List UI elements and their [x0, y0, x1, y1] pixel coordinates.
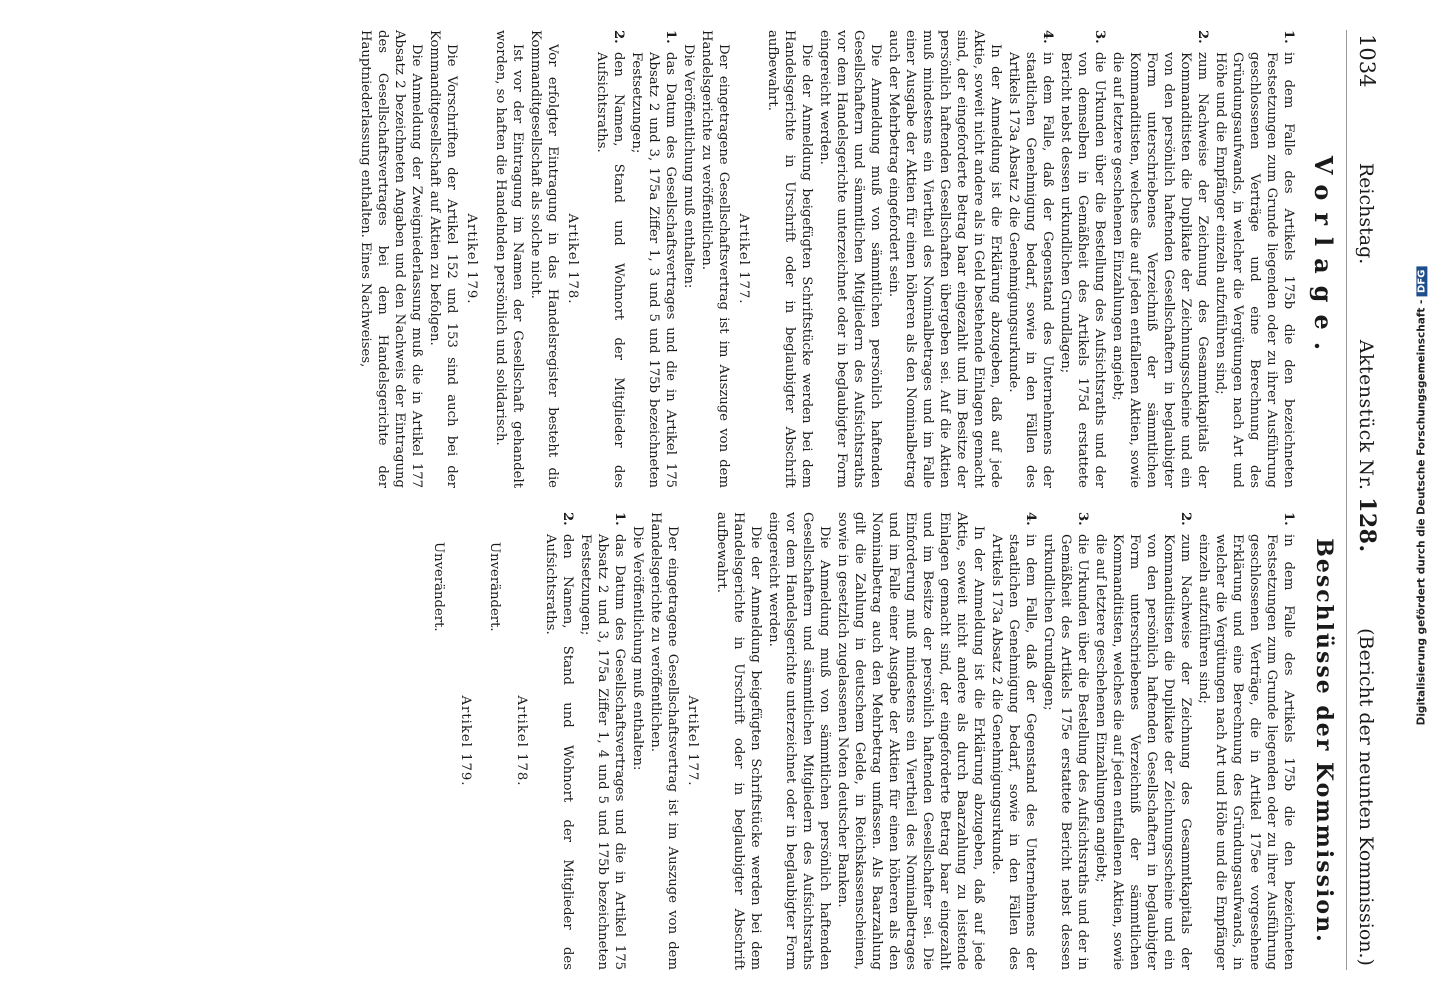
- header-left: Reichstag.: [1355, 162, 1377, 265]
- list-item: [542, 512, 576, 970]
- paragraph: Der eingetragene Gesellschaftsvertrag ist im Auszuge von dem Handelsgerichte zu veröffentlichen.: [699, 30, 731, 488]
- paragraph: In der Anmeldung ist die Erklärung abzugeben, daß auf jede Aktie, soweit nicht andere als in Geld bestehende Einlagen gemacht sind, der eingeforderte Betrag baar eingezahlt und im Besitze der persönlich haftenden Gesellschaften übergeben sei. Auf die Aktien muß mindestens ein Viertheil des Nominalbetrages und im Falle einer Ausgabe der Aktien für einen höheren als den Nominalbetrag auch der Mehrbetrag eingefordert sein.: [886, 30, 1003, 488]
- column-title-beschluesse: Beschlüsse der Kommission.: [1311, 538, 1337, 944]
- column-title-vorlage: Vorlage.: [1309, 155, 1338, 363]
- list-item-text: in dem Falle des Artikels 175b die den bezeichneten Festsetzungen zum Grunde liegenden oder zu ihrer Ausführung geschlossenen Verträge und eine Berechnung des Gründungsaufwands, in welcher die Vergütungen nach Art und Höhe und die Empfänger einzeln aufzuführen sind;: [1213, 52, 1296, 488]
- list-item-number: 1.: [612, 512, 627, 526]
- paragraph: Die Anmeldung muß von sämmtlichen persönlich haftenden Gesellschaftern und sämmtlichen Mitgliedern des Aufsichtsraths vor dem Handelsgerichte unterzeichnet oder in beglaubigter Form eingereicht werden.: [817, 30, 883, 488]
- list-item-text: in dem Falle des Artikels 175b die den bezeichneten Festsetzungen zum Grunde liegenden oder zu ihrer Ausführung geschlossenen Verträge, die in Artikel 175ee vorgesehene Erklärung und eine Berechnung des Gründungsaufwands, in welcher die Vergütungen nach Art und Höhe und die Empfänger einzeln aufzuführen sind;: [1196, 534, 1296, 970]
- list-item-text: die Urkunden über die Bestellung des Aufsichtsraths und der von demselben in Gemäßheit des Artikels 175d erstattete Bericht nebst dessen urkundlichen Grundlagen;: [1058, 52, 1107, 488]
- list-beschluesse-2: [542, 512, 628, 970]
- paragraph: Die Vorschriften der Artikel 152 und 153 sind auch bei der Kommanditgesellschaft auf Aktien zu befolgen.: [427, 30, 459, 488]
- paragraph: Die der Anmeldung beigefügten Schriftstücke werden bei dem Handelsgerichte in Urschrift oder in beglaubigter Abschrift aufbewahrt.: [714, 512, 763, 970]
- list-item: [593, 30, 627, 488]
- list-item: [577, 512, 628, 970]
- paragraph: Die Veröffentlichung muß enthalten:: [681, 44, 696, 289]
- list-vorlage-2: [593, 30, 679, 488]
- article-heading: Artikel 177.: [685, 695, 700, 787]
- list-item: [1109, 30, 1211, 488]
- list-item-text: in dem Falle, daß der Gegenstand des Unternehmens der staatlichen Genehmigung bedarf, sowie in den Fällen des Artikels 173a Absatz 2 die Genehmigungsurkunde.: [989, 534, 1038, 970]
- list-item: [1212, 30, 1297, 488]
- list-item-text: das Datum des Gesellschaftsvertrages und die in Artikel 175 Absatz 2 und 3, 175a Ziffer 1, 4 und 5 und 175b bezeichneten Festsetzungen;: [578, 534, 627, 970]
- credit-text: Digitalisierung gefördert durch die Deutsche Forschungsgemeinschaft -: [1415, 299, 1427, 726]
- columns: [20, 30, 1340, 970]
- paragraph: Ist vor der Eintragung im Namen der Gesellschaft gehandelt worden, so haften die Handelnden persönlich und solidarisch.: [493, 30, 525, 488]
- paragraph: Vor erfolgter Eintragung in das Handelsregister besteht die Kommanditgesellschaft als solche nicht.: [528, 30, 560, 488]
- dfg-logo: DFG: [1416, 267, 1427, 296]
- list-item-number: 2.: [560, 512, 575, 526]
- list-item-number: 2.: [1195, 30, 1210, 44]
- list-item-number: 1.: [1281, 30, 1296, 44]
- list-item-number: 3.: [1075, 512, 1090, 526]
- list-item: [628, 30, 679, 488]
- list-item: [1195, 512, 1297, 970]
- list-item-number: 4.: [1023, 512, 1038, 526]
- list-item-text: den Namen, Stand und Wohnort der Mitglieder des Aufsichtsraths.: [594, 52, 626, 488]
- article-heading: Artikel 179.: [464, 213, 479, 305]
- list-item-number: 2.: [611, 30, 626, 44]
- list-item-text: in dem Falle, daß der Gegenstand des Unternehmens der staatlichen Genehmigung bedarf, sowie in den Fällen des Artikels 173a Absatz 2 die Genehmigungsurkunde.: [1006, 52, 1055, 488]
- list-item-number: 4.: [1040, 30, 1055, 44]
- article-heading: Artikel 177.: [736, 213, 751, 305]
- header-right: (Bericht der neunten Kommission.): [1355, 628, 1377, 966]
- list-item-number: 1.: [1281, 512, 1296, 526]
- article-heading: Artikel 178.: [514, 695, 529, 787]
- list-item: [1005, 30, 1056, 488]
- column-beschluesse: [20, 512, 1340, 970]
- paragraph: Der eingetragene Gesellschaftsvertrag ist im Auszuge von dem Handelsgerichte zu veröffentlichen.: [648, 512, 680, 970]
- document-number: 128.: [1354, 497, 1380, 553]
- paragraph: Die Veröffentlichung muß enthalten:: [630, 526, 645, 771]
- list-item: [1040, 512, 1091, 970]
- list-item-number: 2.: [1178, 512, 1193, 526]
- list-item-text: den Namen, Stand und Wohnort der Mitglieder des Aufsichtsraths.: [543, 534, 575, 970]
- page-header: [1346, 30, 1380, 970]
- list-item-text: zum Nachweise der Zeichnung des Gesammtkapitals der Kommanditisten die Duplikate der Zeichnungsscheine und ein von den persönlich haftenden Gesellschaftern in beglaubigter Form unterschriebenes Verzeichniß der sämmtlichen Kommanditisten, welches die auf jeden entfallenen Aktien, sowie die auf letztere geschehenen Einzahlungen angiebt;: [1093, 534, 1193, 970]
- list-item-text: zum Nachweise der Zeichnung des Gesammtkapitals der Kommanditisten die Duplikate der Zeichnungsscheine und ein von den persönlich haftenden Gesellschaftern in beglaubigter Form unterschriebenes Verzeichniß der sämmtlichen Kommanditisten, welches die auf jeden entfallenen Aktien, sowie die auf letztere geschehenen Einzahlungen angiebt;: [1110, 52, 1210, 488]
- unchanged-note: Unverändert.: [431, 542, 446, 632]
- paragraph: Die der Anmeldung beigefügten Schriftstücke werden bei dem Handelsgerichte in Urschrift oder in beglaubigter Abschrift aufbewahrt.: [765, 30, 814, 488]
- list-item-number: 1.: [663, 30, 678, 44]
- list-item: [1092, 512, 1194, 970]
- list-beschluesse-1: [988, 512, 1297, 970]
- paragraph: Die Anmeldung der Zweigniederlassung muß die in Artikel 177 Absatz 2 bezeichneten Angaben und den Nachweis der Eintragung des Gesellschaftsvertrages bei dem Handelsgerichte der Hauptniederlassung enthalten. Eines Nachweises,: [358, 30, 424, 488]
- paragraph: Die Anmeldung muß von sämmtlichen persönlich haftenden Gesellschaftern und sämmtlichen Mitgliedern des Aufsichtsraths vor dem Handelsgerichte unterzeichnet oder in beglaubigter Form eingereicht werden.: [766, 512, 832, 970]
- header-center-text: Aktenstück Nr.: [1355, 339, 1377, 491]
- unchanged-note: Unverändert.: [487, 542, 502, 632]
- page-number: 1034: [1355, 34, 1379, 88]
- digitization-credit-text: [1415, 267, 1427, 726]
- article-heading: Artikel 179.: [458, 695, 473, 787]
- list-item-text: die Urkunden über die Bestellung des Aufsichtsraths und der in Gemäßheit des Artikels 175e erstattete Bericht nebst dessen urkundlichen Grundlagen;: [1041, 534, 1090, 970]
- article-heading: Artikel 178.: [565, 213, 580, 305]
- list-item-text: das Datum des Gesellschaftsvertrages und die in Artikel 175 Absatz 2 und 3, 175a Ziffer 1, 3 und 5 und 175b bezeichneten Festsetzungen;: [629, 52, 678, 488]
- list-item: [1057, 30, 1108, 488]
- list-vorlage-1: [1005, 30, 1297, 488]
- header-center: [1354, 340, 1380, 553]
- list-item: [988, 512, 1039, 970]
- column-vorlage: [20, 30, 1340, 488]
- digitization-credit: [1412, 6, 1430, 986]
- list-item-number: 3.: [1092, 30, 1107, 44]
- paragraph: In der Anmeldung ist die Erklärung abzugeben, daß auf jede Aktie, soweit nicht andere als durch Baarzahlung zu leistende Einlagen gemacht sind, der eingeforderte Betrag baar eingezahlt und im Besitze der persönlich haftenden Gesellschafter sei. Die Einforderung muß mindestens ein Viertheil des Nominalbetrages und im Falle einer Ausgabe der Aktien für einen höheren als den Nominalbetrag auch den Mehrbetrag umfassen. Als Baarzahlung gilt die Zahlung in deutschem Gelde, in Reichskassenscheinen, sowie in gesetzlich zugelassenen Noten deutscher Banken.: [835, 512, 986, 970]
